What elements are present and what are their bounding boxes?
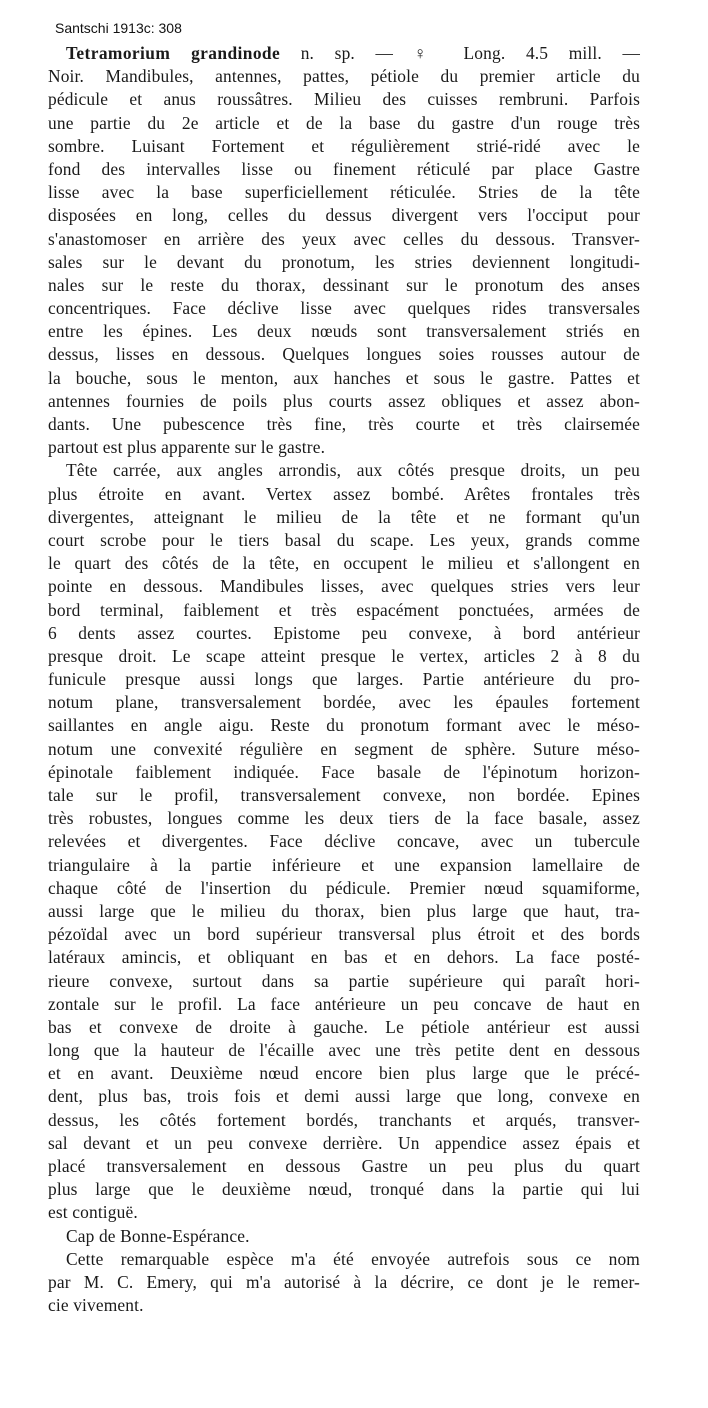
text-line: aussi large que le milieu du thorax, bien plus large que haut, tra-	[48, 900, 640, 921]
text-line: est contiguë.	[48, 1202, 138, 1223]
text-line: sal devant et un peu convexe derrière. Un appendice assez épais et	[48, 1132, 640, 1153]
text-line: bord terminal, faiblement et très espacément ponctuées, armées de	[48, 599, 640, 620]
text-line: Cette remarquable espèce m'a été envoyée autrefois sous ce nom	[66, 1248, 640, 1269]
text-line: antennes fournies de poils plus courts assez obliques et assez abon-	[48, 390, 640, 411]
text-line: et en avant. Deuxième nœud encore bien plus large que le précé-	[48, 1063, 640, 1084]
title-rest: n. sp. — ♀ Long. 4.5 mill. —	[280, 43, 640, 63]
text-line: pédicule et anus roussâtres. Milieu des cuisses rembruni. Parfois	[48, 89, 640, 110]
text-line: dessus, les côtés fortement bordés, tranchants et arqués, transver-	[48, 1109, 640, 1130]
text-line: Noir. Mandibules, antennes, pattes, pétiole du premier article du	[48, 66, 640, 87]
text-line: triangulaire à la partie inférieure et une expansion lamellaire de	[48, 854, 640, 875]
text-line: notum une convexité régulière en segment de sphère. Suture méso-	[48, 738, 640, 759]
text-line: long que la hauteur de l'écaille avec une très petite dent en dessous	[48, 1040, 640, 1061]
text-line: le quart des côtés de la tête, en occupent le milieu et s'allongent en	[48, 553, 640, 574]
text-line: latéraux amincis, et obliquant en bas et en dehors. La face posté-	[48, 947, 640, 968]
text-line: plus étroite en avant. Vertex assez bombé. Arêtes frontales très	[48, 483, 640, 504]
text-line: dants. Une pubescence très fine, très courte et très clairsemée	[48, 414, 640, 434]
text-line: divergentes, atteignant le milieu de la tête et ne formant qu'un	[48, 506, 640, 527]
text-line: sombre. Luisant Fortement et régulièrement strié-ridé avec le	[48, 135, 640, 156]
text-line: rieure convexe, surtout dans sa partie supérieure qui paraît hori-	[48, 970, 640, 991]
paragraph	[48, 1248, 640, 1318]
text-line: 6 dents assez courtes. Epistome peu convexe, à bord antérieur	[48, 622, 640, 643]
text-line: saillantes en angle aigu. Reste du pronotum formant avec le méso-	[48, 715, 640, 736]
text-line: une partie du 2e article et de la base du gastre d'un rouge très	[48, 112, 640, 133]
text-line: épinotale faiblement indiquée. Face basale de l'épinotum horizon-	[48, 761, 640, 782]
text-line: Cap de Bonne-Espérance.	[66, 1225, 250, 1246]
text-line: notum plane, transversalement bordée, avec les épaules fortement	[48, 692, 640, 713]
text-line: très robustes, longues comme les deux tiers de la face basale, assez	[48, 808, 640, 829]
text-line: Tête carrée, aux angles arrondis, aux côtés presque droits, un peu	[66, 460, 640, 481]
paragraphs-container	[48, 65, 640, 1317]
text-line: presque droit. Le scape atteint presque le vertex, articles 2 à 8 du	[48, 645, 640, 666]
text-line: cie vivement.	[48, 1295, 144, 1316]
text-line: fond des intervalles lisse ou finement réticulé par place Gastre	[48, 158, 640, 179]
text-line: funicule presque aussi longs que larges. Partie antérieure du pro-	[48, 669, 640, 690]
paragraph	[48, 459, 640, 1224]
text-line: s'anastomoser en arrière des yeux avec celles du dessous. Transver-	[48, 228, 640, 249]
text-line: partout est plus apparente sur le gastre.	[48, 437, 326, 458]
text-line: entre les épines. Les deux nœuds sont transversalement striés en	[48, 321, 640, 342]
document-body	[48, 42, 640, 1317]
text-line: relevées et divergentes. Face déclive concave, avec un tubercule	[48, 831, 640, 852]
text-line: court scrobe pour le tiers basal du scape. Les yeux, grands comme	[48, 529, 640, 550]
text-line: lisse avec la base superficiellement réticulée. Stries de la tête	[48, 182, 640, 203]
text-line: par M. C. Emery, qui m'a autorisé à la décrire, ce dont je le remer-	[48, 1271, 640, 1292]
text-line: nales sur le reste du thorax, dessinant sur le pronotum des anses	[48, 274, 640, 295]
paragraph	[48, 1225, 640, 1248]
text-line: dent, plus bas, trois fois et demi aussi large que long, convexe en	[48, 1086, 640, 1107]
text-line: sales sur le devant du pronotum, les stries deviennent longitudi-	[48, 251, 640, 272]
text-line: zontale sur le profil. La face antérieure un peu concave de haut en	[48, 993, 640, 1014]
paragraph	[48, 65, 640, 459]
citation-header: Santschi 1913c: 308	[55, 20, 182, 36]
text-line: pézoïdal avec un bord supérieur transversal plus étroit et des bords	[48, 924, 640, 945]
text-line: plus large que le deuxième nœud, tronqué dans la partie qui lui	[48, 1179, 640, 1200]
text-line: tale sur le profil, transversalement convexe, non bordée. Epines	[48, 785, 640, 805]
text-line: chaque côté de l'insertion du pédicule. Premier nœud squamiforme,	[48, 877, 640, 898]
title-line	[48, 42, 640, 65]
text-line: placé transversalement en dessous Gastre un peu plus du quart	[48, 1156, 640, 1176]
text-line: bas et convexe de droite à gauche. Le pétiole antérieur est aussi	[48, 1016, 640, 1037]
text-line: disposées en long, celles du dessus divergent vers l'occiput pour	[48, 205, 640, 226]
text-line: concentriques. Face déclive lisse avec quelques rides transversales	[48, 298, 640, 319]
species-name: Tetramorium grandinode	[66, 43, 281, 63]
text-line: pointe en dessous. Mandibules lisses, avec quelques stries vers leur	[48, 576, 640, 597]
text-line: dessus, lisses en dessous. Quelques longues soies rousses autour de	[48, 344, 640, 365]
text-line: la bouche, sous le menton, aux hanches et sous le gastre. Pattes et	[48, 367, 640, 388]
